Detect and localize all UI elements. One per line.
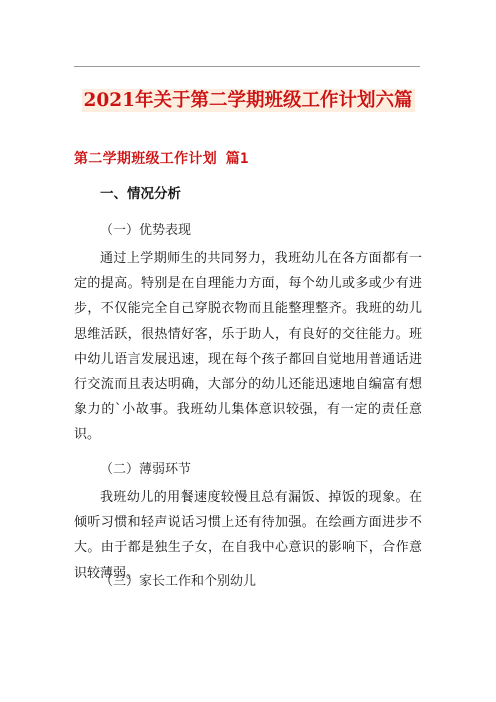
paragraph-weaknesses: 我班幼儿的用餐速度较慢且总有漏饭、掉饭的现象。在倾听习惯和轻声说话习惯上还有待加强。在绘画方面进步不大。由于都是独生子女，在自我中心意识的影响下，合作意识较薄弱。	[74, 490, 422, 581]
header-rule	[74, 66, 420, 67]
subheading-strengths: （一）优势表现	[100, 223, 192, 238]
document-title	[0, 89, 496, 113]
paragraph-strengths: 通过上学期师生的共同努力，我班幼儿在各方面都有一定的提高。特别是在自理能力方面，每个幼儿或多或少有进步，不仅能完全自己穿脱衣物而且能整理整齐。我班的幼儿思维活跃，很热情好客，乐于助人，有良好的交往能力。班中幼儿语言发展迅速，现在每个孩子都回自觉地用普通话进行交流而且表达明确，大部分的幼儿还能迅速地自编富有想象力的`小故事。我班幼儿集体意识较强，有一定的责任意识。	[74, 251, 422, 443]
heading-situation-analysis: 一、情况分析	[100, 186, 181, 202]
subheading-weaknesses: （二）薄弱环节	[100, 462, 192, 477]
subheading-parents-and-individuals: （三）家长工作和个别幼儿	[100, 574, 257, 589]
section-title: 第二学期班级工作计划 篇1	[74, 151, 249, 167]
document-title-text: 2021年关于第二学期班级工作计划六篇	[83, 90, 413, 111]
